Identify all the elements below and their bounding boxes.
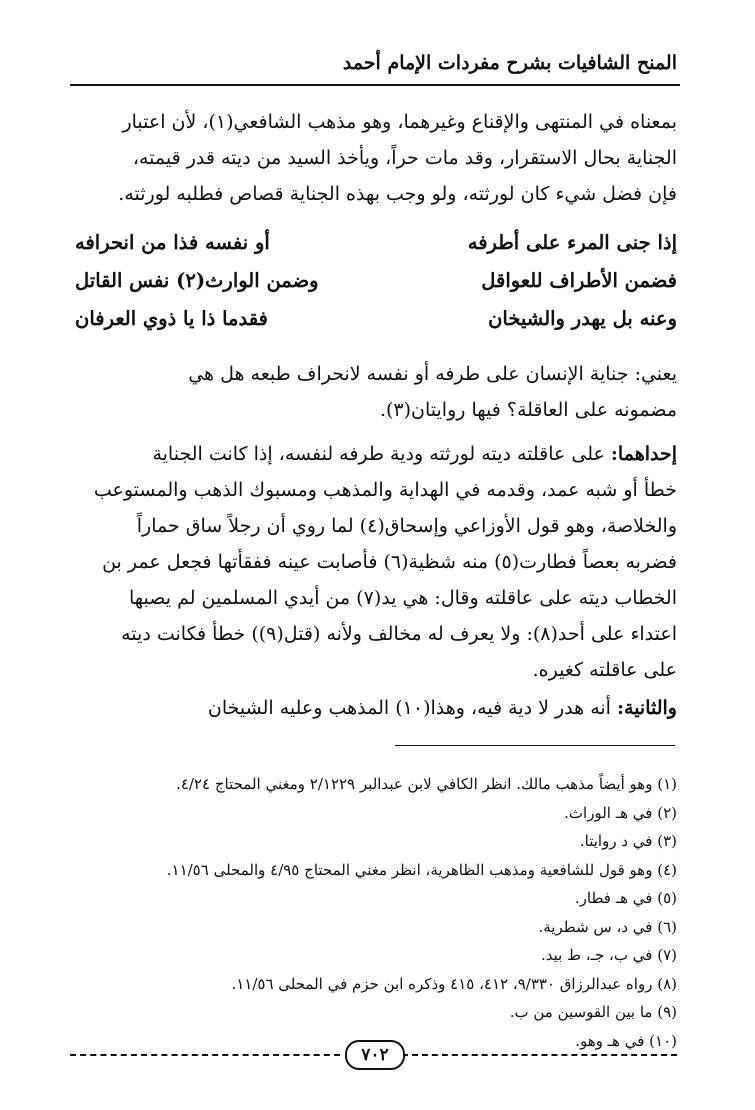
page-number: ٧٠٢ bbox=[345, 1040, 405, 1070]
verse-line bbox=[75, 300, 677, 338]
footnote: (٥) في هـ فطار. bbox=[574, 889, 677, 907]
poem-verses bbox=[75, 224, 677, 338]
text-line bbox=[75, 690, 677, 726]
text-line: بمعناه في المنتهى والإقناع وغيرهما، وهو مذهب الشافعي(١)، لأن اعتبار bbox=[122, 111, 677, 133]
text-line: والخلاصة، وهو قول الأوزاعي وإسحاق(٤) لما روي أن رجلاً ساق حماراً bbox=[136, 515, 677, 537]
footnote: (٦) في د، س شطرية. bbox=[538, 917, 677, 936]
footnote-divider bbox=[395, 745, 675, 746]
text-line bbox=[75, 436, 677, 472]
text-line: يعني: جناية الإنسان على طرفه أو نفسه لانحراف طبعه هل هي bbox=[188, 363, 677, 385]
footnote: (٤) وهو قول للشافعية ومذهب الظاهرية، انظر مغني المحتاج ٤/٩٥ والمحلى ١١/٥٦. bbox=[166, 860, 677, 879]
text-line: على عاقلته كغيره. bbox=[532, 659, 677, 681]
text-line: فضربه بعصاً فطارت(٥) منه شظية(٦) فأصابت عينه ففقأتها فجعل عمر بن bbox=[102, 551, 677, 573]
running-header: المنح الشافيات بشرح مفردات الإمام أحمد bbox=[342, 52, 677, 74]
text-line: فإن فضل شيء كان لورثته، ولو وجب بهذه الجناية قصاص فطلبه لورثته. bbox=[118, 183, 677, 205]
verse-first-hemistich: فضمن الأطراف للعواقل bbox=[481, 269, 677, 292]
paragraph-1 bbox=[75, 104, 677, 212]
footnote: (١) وهو أيضاً مذهب مالك. انظر الكافي لابن عبدالبر ٢/١٢٢٩ ومغني المحتاج ٤/٢٤. bbox=[176, 775, 677, 793]
footnote: (٣) في د روايتا. bbox=[579, 832, 677, 850]
text-line: خطأ أو شبه عمد، وقدمه في الهداية والمذهب ومسبوك الذهب والمستوعب bbox=[93, 479, 677, 501]
text-line: مضمونه على العاقلة؟ فيها روايتان(٣). bbox=[379, 399, 677, 421]
footnote: (٧) في ب، جـ، ط بيد. bbox=[541, 946, 677, 964]
header-divider bbox=[70, 84, 680, 86]
verse-second-hemistich: أو نفسه فذا من انحرافه bbox=[75, 231, 270, 254]
verse-line bbox=[75, 224, 677, 262]
footer-divider-left bbox=[70, 1054, 340, 1056]
footnote: (٨) رواه عبدالرزاق ٩/٣٣٠، ٤١٢، ٤١٥ وذكره ابن حزم في المحلى ١١/٥٦. bbox=[231, 974, 677, 993]
verse-line bbox=[75, 262, 677, 300]
paragraph-3 bbox=[75, 436, 677, 688]
footnote: (٢) في هـ الوراث. bbox=[564, 803, 677, 822]
verse-second-hemistich: فقدما ذا يا ذوي العرفان bbox=[75, 307, 268, 330]
lead-word: إحداهما: bbox=[610, 443, 677, 465]
text-run: على عاقلته ديته لورثته ودية طرفه لنفسه، إذا كانت الجناية bbox=[152, 443, 611, 465]
verse-second-hemistich: وضمن الوارث(٢) نفس القاتل bbox=[75, 269, 319, 292]
footnotes bbox=[75, 770, 677, 1055]
text-line: اعتداء على أحد(٨): ولا يعرف له مخالف ولأنه (قتل(٩)) خطأ فكانت ديته bbox=[121, 623, 677, 645]
footnote: (١٠) في هـ وهو. bbox=[575, 1031, 677, 1050]
paragraph-2 bbox=[75, 356, 677, 428]
footnote: (٩) ما بين القوسين من ب. bbox=[509, 1003, 677, 1021]
paragraph-4 bbox=[75, 690, 677, 726]
verse-first-hemistich: إذا جنى المرء على أطرفه bbox=[467, 231, 677, 254]
verse-first-hemistich: وعنه بل يهدر والشيخان bbox=[488, 307, 677, 330]
footer-divider-right bbox=[402, 1054, 677, 1056]
text-line: الخطاب ديته على عاقلته وقال: هي يد(٧) من أيدي المسلمين لم يصبها bbox=[128, 587, 677, 609]
text-line: الجناية بحال الاستقرار، وقد مات حراً، ويأخذ السيد من ديته قدر قيمته، bbox=[132, 147, 677, 169]
lead-word: والثانية: bbox=[617, 697, 677, 719]
text-run: أنه هدر لا دية فيه، وهذا(١٠) المذهب وعليه الشيخان bbox=[207, 697, 617, 719]
